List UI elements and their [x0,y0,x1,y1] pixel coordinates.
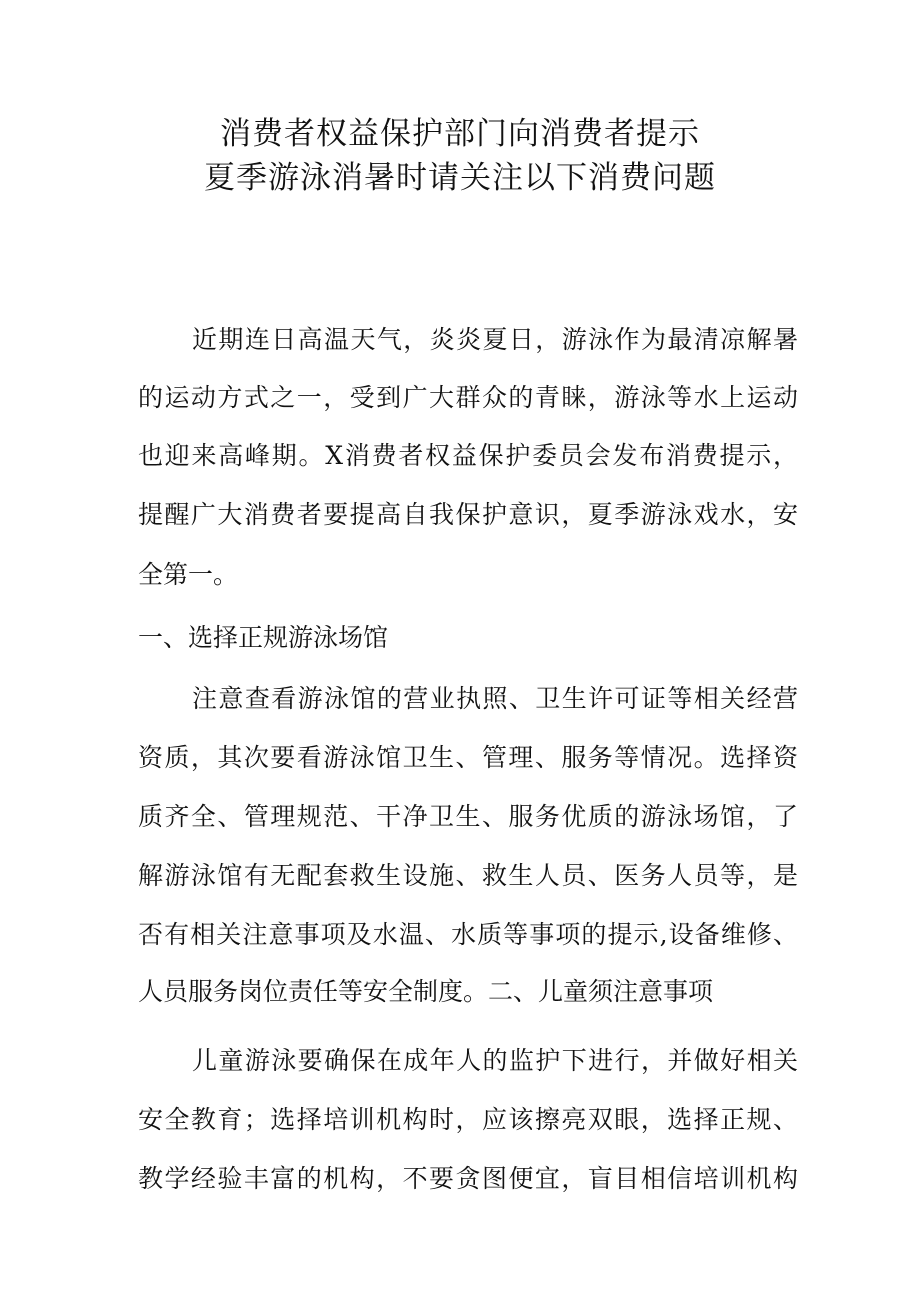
body-line-14: 安全教育；选择培训机构时，应该擦亮双眼，选择正规、 [138,1105,798,1134]
body-line-5: 全第一。 [138,560,239,589]
body-line-9: 质齐全、管理规范、干净卫生、服务优质的游泳场馆，了 [138,802,798,831]
body-line-4: 提醒广大消费者要提高自我保护意识，夏季游泳戏水，安 [138,500,798,529]
body-line-3: 也迎来高峰期。X消费者权益保护委员会发布消费提示， [138,441,798,470]
body-line-2: 的运动方式之一，受到广大群众的青睐，游泳等水上运动 [138,383,798,412]
body-line-15: 教学经验丰富的机构，不要贪图便宜，盲目相信培训机构 [138,1164,798,1193]
body-line-1: 近期连日高温天气，炎炎夏日，游泳作为最清凉解暑 [192,325,798,354]
document-title-line-1: 消费者权益保护部门向消费者提示 [220,116,700,152]
body-line-7: 注意查看游泳馆的营业执照、卫生许可证等相关经营 [192,684,798,713]
body-line-12: 人员服务岗位责任等安全制度。二、儿童须注意事项 [138,977,714,1006]
body-line-8: 资质，其次要看游泳馆卫生、管理、服务等情况。选择资 [138,743,798,772]
section-heading-1: 一、选择正规游泳场馆 [138,623,389,652]
body-line-10: 解游泳馆有无配套救生设施、救生人员、医务人员等，是 [138,861,798,890]
body-line-11: 否有相关注意事项及水温、水质等事项的提示,设备维修、 [138,920,798,949]
document-title-line-2: 夏季游泳消暑时请关注以下消费问题 [204,160,716,196]
body-line-13: 儿童游泳要确保在成年人的监护下进行，并做好相关 [192,1046,798,1075]
